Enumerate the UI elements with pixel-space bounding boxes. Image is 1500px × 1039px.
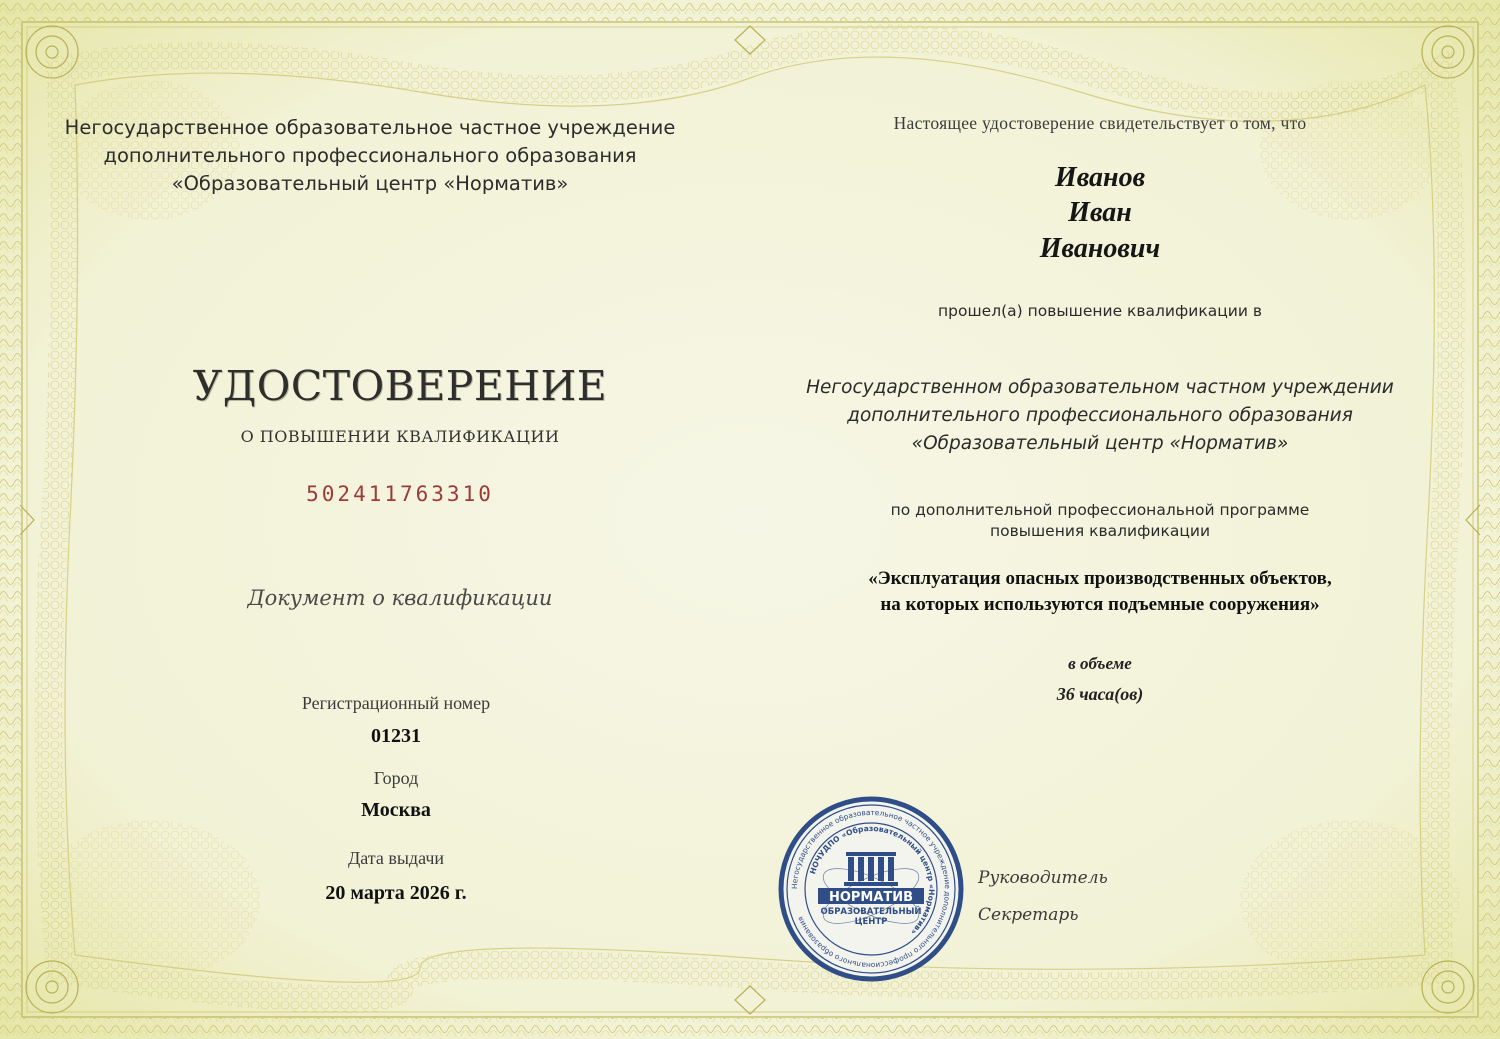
seal-brand-sub1: ОБРАЗОВАТЕЛЬНЫЙ [820,907,922,917]
city-label: Город [373,768,419,788]
volume-value: 36 часа(ов) [1056,684,1144,704]
document-type: Документ о квалификации [247,586,553,610]
training-organization [790,374,1410,458]
program-label [800,500,1400,542]
reg-number-label: Регистрационный номер [301,693,491,713]
issuer-line-3: «Образовательный центр «Норматив» [171,172,569,195]
holder-first-name: Иван [1068,197,1132,228]
program-name [780,566,1420,618]
seal-brand-sub2: ЦЕНТР [854,917,888,927]
director-label: Руководитель [978,868,1108,888]
issuer-line-2: дополнительного профессионального образования [103,144,637,167]
training-org-line-3: «Образовательный центр «Норматив» [911,433,1289,454]
issuer-organization [40,114,700,198]
volume-label: в объеме [1068,654,1132,673]
program-name-line-1: «Эксплуатация опасных производственных объектов, [868,568,1332,589]
issue-date-label: Дата выдачи [347,848,445,868]
certification-intro: Настоящее удостоверение свидетельствует о том, что [893,113,1307,133]
seal-inner-ring-text: НОЧУДПО «Образовательный центр «Норматив» [808,823,937,937]
passed-training-text: прошел(а) повышение квалификации в [938,302,1262,320]
program-name-line-2: на которых используются подъемные сооружения» [880,594,1320,615]
holder-surname: Иванов [1054,162,1146,193]
issuer-line-1: Негосударственное образовательное частное учреждение [64,116,676,139]
seal-ring-text: Негосударственное образовательное частное учреждение дополнительного профессионального образования [789,807,953,971]
organization-seal [778,796,964,982]
holder-patronymic: Иванович [1039,233,1161,264]
city-value: Москва [361,799,431,821]
program-label-line-2: повышения квалификации [989,522,1211,540]
document-title: УДОСТОВЕРЕНИЕ [192,362,608,410]
secretary-label: Секретарь [978,905,1079,925]
training-org-line-2: дополнительного профессионального образования [847,405,1353,426]
issue-date-value: 20 марта 2026 г. [325,882,467,904]
training-org-line-1: Негосударственном образовательном частном учреждении [806,377,1394,398]
reg-number-value: 01231 [371,725,421,747]
document-subtitle: О ПОВЫШЕНИИ КВАЛИФИКАЦИИ [240,427,560,446]
seal-brand: НОРМАТИВ [828,890,914,905]
program-label-line-1: по дополнительной профессиональной программе [890,501,1310,519]
building-icon [844,852,898,886]
serial-number: 502411763310 [306,482,494,506]
